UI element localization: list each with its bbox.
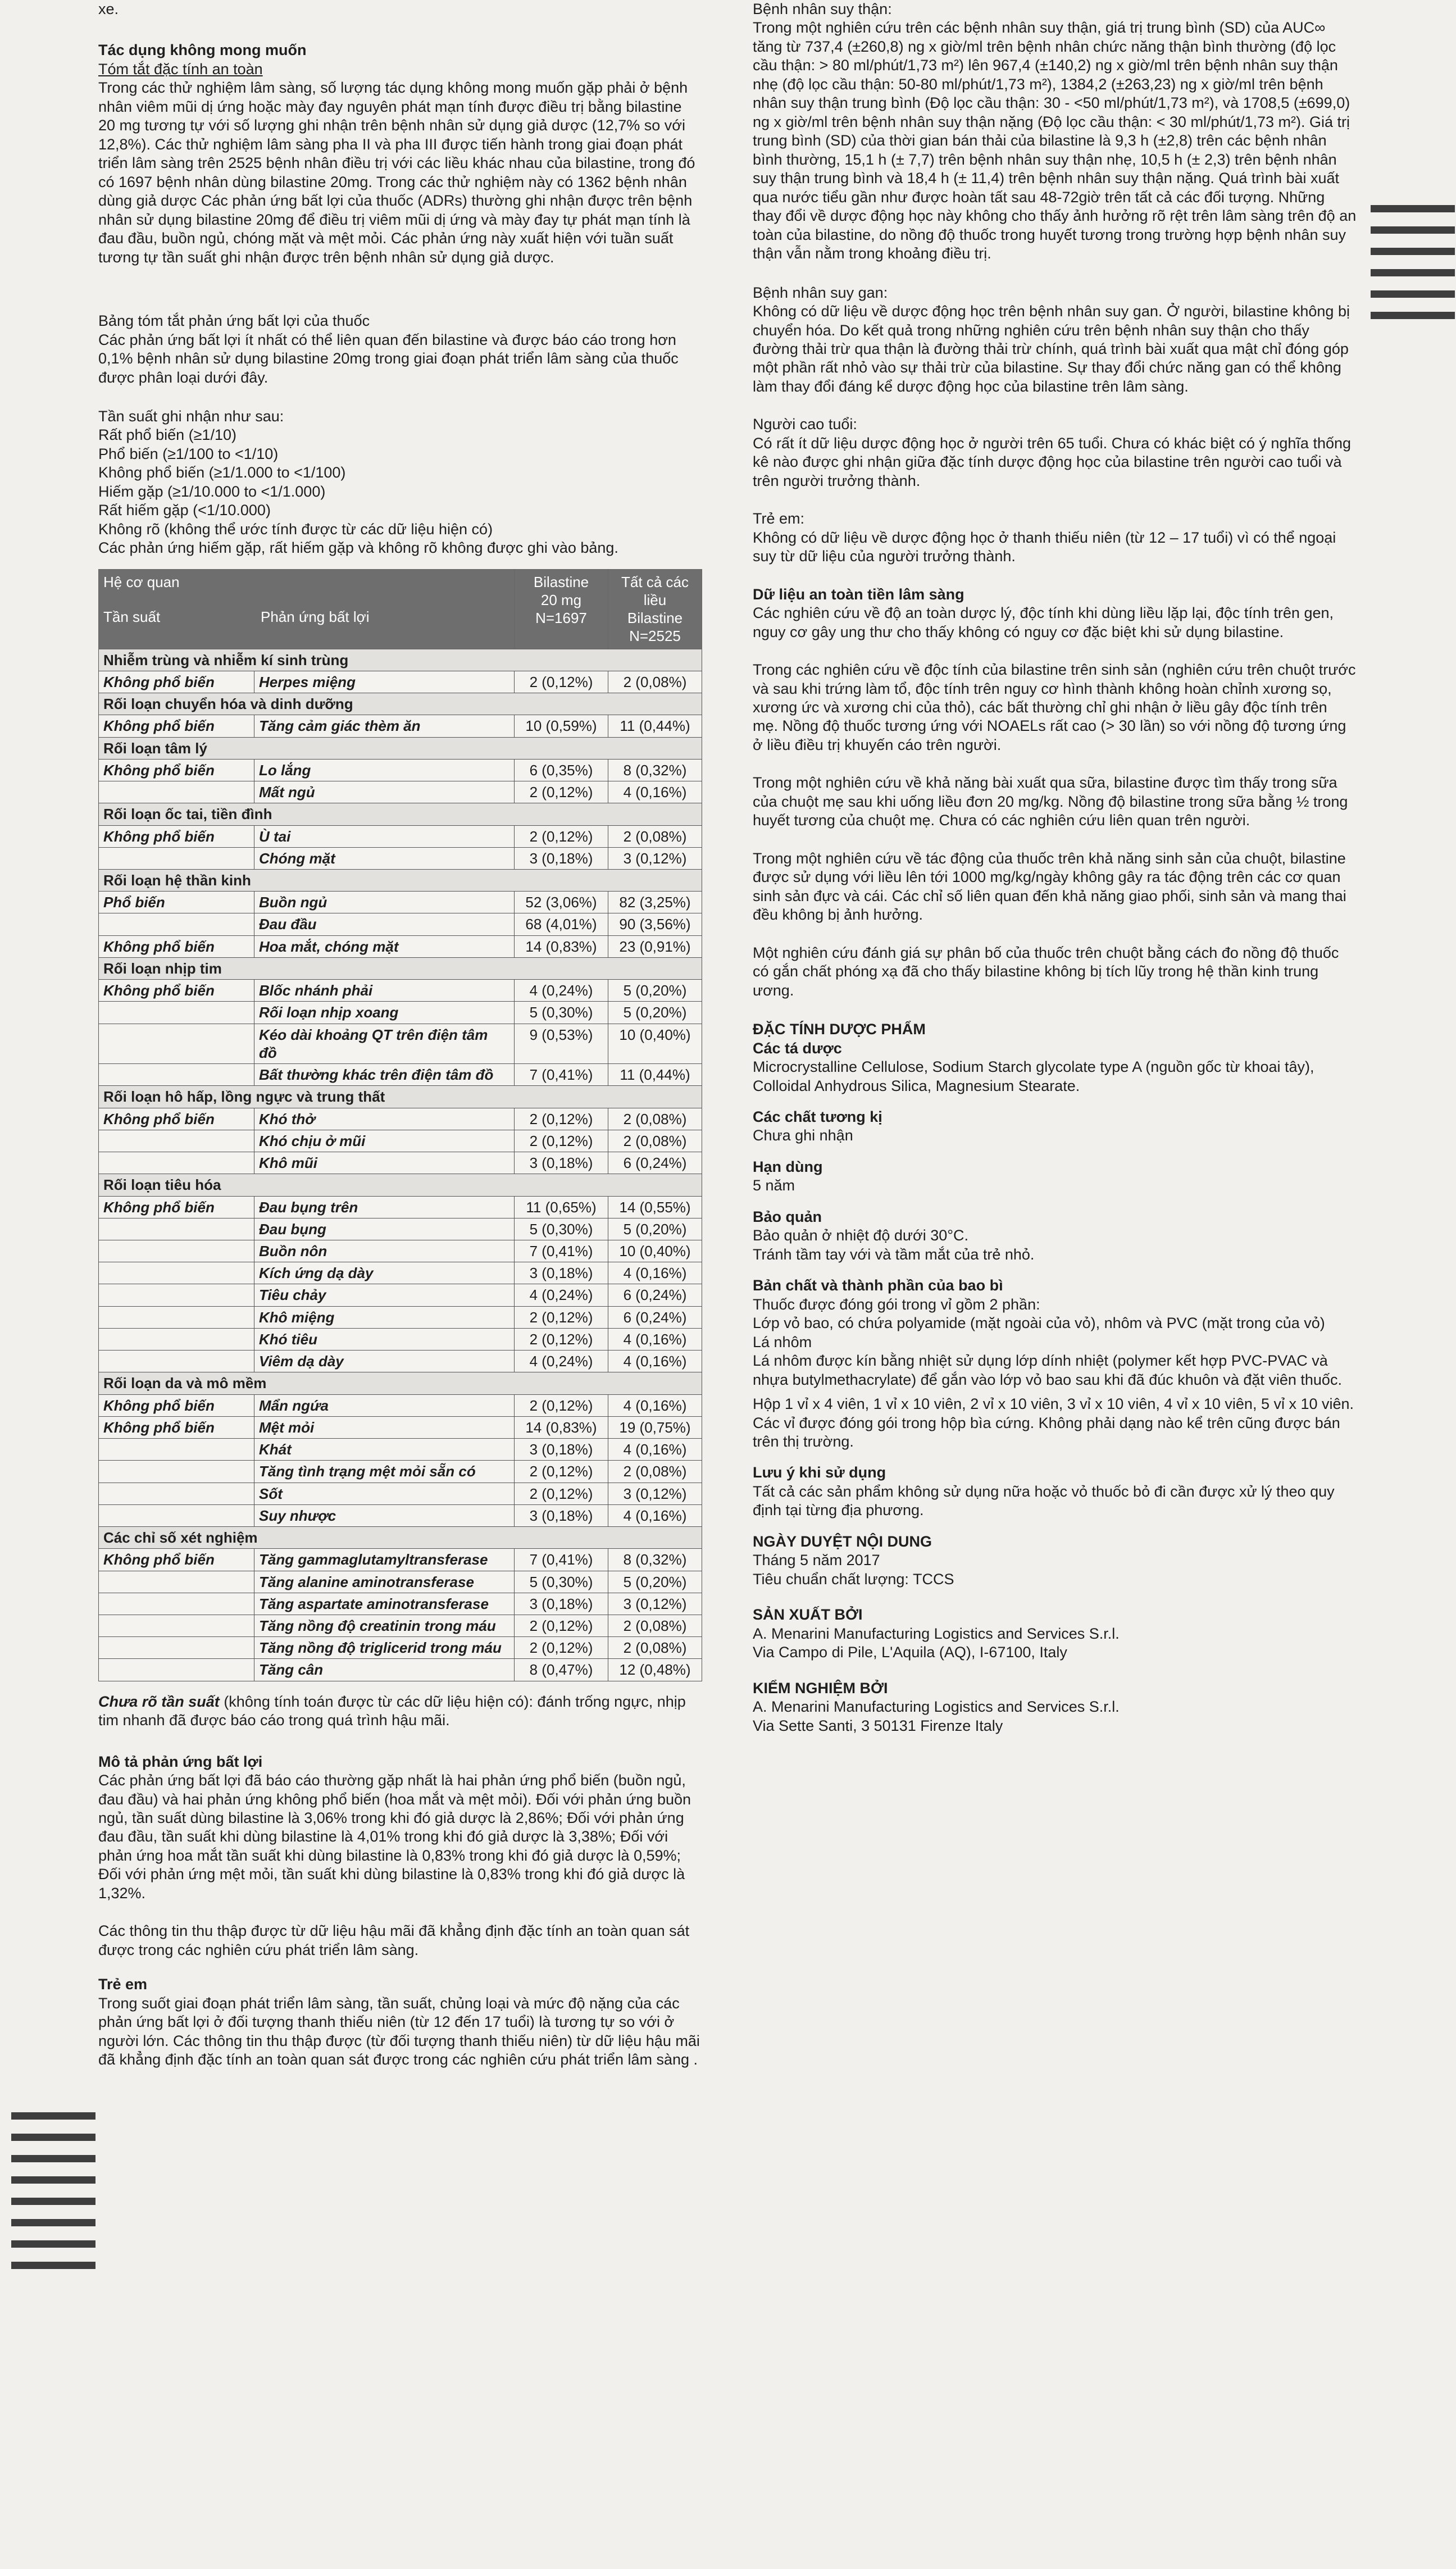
table-header-bilastine-20mg [515,569,608,649]
hepatic-section [753,284,1357,397]
top-fragment: xe. [98,1,119,17]
group-name: Nhiễm trùng và nhiễm kí sinh trùng [99,649,702,671]
reaction-cell: Mất ngủ [254,781,515,803]
all-doses-cell: 5 (0,20%) [608,1571,702,1593]
table-row [99,1064,702,1086]
manufacturer-title: SẢN XUẤT BỞI [753,1606,863,1624]
shelf-life-body: 5 năm [753,1177,795,1194]
frequency-cell [99,1024,254,1063]
frequency-cell [99,1218,254,1240]
reaction-cell: Khó tiêu [254,1328,515,1350]
frequency-item: Hiếm gặp (≥1/10.000 to <1/1.000) [98,483,326,500]
bilastine-20mg-cell: 2 (0,12%) [515,781,608,803]
table-row [99,935,702,957]
tester-title: KIỂM NGHIỆM BỞI [753,1679,888,1697]
table-body [99,649,702,1681]
all-doses-cell: 82 (3,25%) [608,892,702,913]
undesired-effects-title: Tác dụng không mong muốn [98,42,307,59]
table-row [99,1306,702,1328]
renal-title: Bệnh nhân suy thận: [753,1,892,17]
all-doses-cell: 2 (0,08%) [608,1461,702,1483]
header-all-line2: Bilastine [627,610,683,627]
preclinical-p4: Trong một nghiên cứu về tác động của thuốc trên khả năng sinh sản của chuột, bilastine được sử dụng với liều lên tới 1000 mg/kg/ngày không gây ra tác động trên các cơ quan sinh sản đực và cái. Các chỉ số liên quan đến khả năng giao phối, sinh sản và mang thai đều không bị ảnh hưởng. [753,849,1346,924]
reaction-cell: Mẩn ngứa [254,1394,515,1416]
header-system-label: Hệ cơ quan [103,573,180,590]
undesired-effects-body: Trong các thử nghiệm lâm sàng, số lượng tác dụng không mong muốn gặp phải ở bệnh nhân viêm mũi dị ứng hoặc mày đay nguyên phát mạn tính được điều trị bằng bilastine 20 mg tương tự với số lượng ghi nhận trên bệnh nhân sử dụng giả dược (12,7% so với 12,8%). Các thử nghiệm lâm sàng pha II và pha III được tiến hành trong giai đoạn phát triển lâm sàng trên 2525 bệnh nhân điều trị với các liều khác nhau của bilastine, trong đó có 1697 bệnh nhân dùng bilastine 20mg. Trong các thử nghiệm này có 1362 bệnh nhân dùng giả dược Các phản ứng bất lợi của thuốc (ADRs) thường ghi nhận được trên bệnh nhân sử dụng bilastine 20mg để điều trị viêm mũi dị ứng và mày đay tự phát mạn tính là đau đầu, buồn ngủ, chóng mặt và mệt mỏi. Các phản ứng này xuất hiện với tuần suất tương tự tần suất ghi nhận được trên bệnh nhân sử dụng giả dược. [98,79,695,266]
table-row [99,1461,702,1483]
all-doses-cell: 4 (0,16%) [608,1328,702,1350]
reaction-cell: Khát [254,1439,515,1461]
group-name: Rối loạn nhịp tim [99,957,702,979]
reaction-cell: Ù tai [254,825,515,847]
pharma-title: ĐẶC TÍNH DƯỢC PHẨM [753,1021,926,1038]
header-bil-line2: 20 mg [540,591,582,608]
hepatic-title: Bệnh nhân suy gan: [753,284,888,301]
table-row [99,1593,702,1615]
table-row [99,1483,702,1504]
header-all-line3: N=2525 [629,628,681,645]
reaction-cell: Buồn nôn [254,1240,515,1262]
bilastine-20mg-cell: 2 (0,12%) [515,1130,608,1152]
preclinical-p1: Các nghiên cứu về độ an toàn dược lý, độc tính khi dùng liều lặp lại, độc tính trên gen, nguy cơ gây ung thư cho thấy không có nguy cơ đặc biệt khi sử dụng bilastine. [753,604,1334,640]
table-row [99,781,702,803]
frequency-cell: Không phổ biến [99,935,254,957]
bilastine-20mg-cell: 4 (0,24%) [515,1284,608,1306]
packaging-note: Các vỉ được đóng gói trong hộp bìa cứng. Không phải dạng nào kể trên cũng được bán trên thị trường. [753,1414,1340,1450]
bilastine-20mg-cell: 68 (4,01%) [515,913,608,935]
bilastine-20mg-cell: 2 (0,12%) [515,1615,608,1636]
table-row [99,1351,702,1372]
elderly-section [753,415,1357,490]
all-doses-cell: 3 (0,12%) [608,1593,702,1615]
quality-standard: Tiêu chuẩn chất lượng: TCCS [753,1570,954,1588]
group-name: Rối loạn tiêu hóa [99,1174,702,1196]
reaction-cell: Tăng nồng độ triglicerid trong máu [254,1637,515,1659]
table-row [99,1024,702,1063]
summary-table-body: Các phản ứng bất lợi ít nhất có thể liên quan đến bilastine và được báo cáo trong hơn 0,1% bệnh nhân sử dụng bilastine 20mg trong giai đoạn phát triển lâm sàng của thuốc được phân loại dưới đây. [98,331,679,386]
frequency-cell [99,1615,254,1636]
reaction-cell: Rối loạn nhịp xoang [254,1002,515,1024]
reaction-cell: Tiêu chảy [254,1284,515,1306]
storage-line-1: Bảo quản ở nhiệt độ dưới 30°C. [753,1227,969,1244]
all-doses-cell: 4 (0,16%) [608,1439,702,1461]
reaction-cell: Tăng cân [254,1659,515,1681]
all-doses-cell: 19 (0,75%) [608,1416,702,1438]
frequency-cell [99,1262,254,1284]
preclinical-p5: Một nghiên cứu đánh giá sự phân bố của thuốc trên chuột bằng cách đo nồng độ thuốc có gắn chất phóng xạ đã cho thấy bilastine không bị tích lũy trong hệ thần kinh trung ương. [753,944,1339,999]
all-doses-cell: 11 (0,44%) [608,715,702,737]
frequency-cell [99,1351,254,1372]
reaction-cell: Bất thường khác trên điện tâm đồ [254,1064,515,1086]
preclinical-p2: Trong các nghiên cứu về độc tính của bilastine trên sinh sản (nghiên cứu trên chuột trước và sau khi trứng làm tổ, độc tính trên nguy cơ hình thành không hoàn chỉnh xương sọ, xương ức và xương chi của thỏ), các bất thường chỉ ghi nhận ở liều gây độc tính trên mẹ. Nồng độ thuốc tương ứng với NOAELs rất cao (> 30 lần) so với nồng độ tương ứng ở liều điều trị khuyến cáo trên người. [753,661,1356,753]
bilastine-20mg-cell: 5 (0,30%) [515,1002,608,1024]
excipients-body: Microcrystalline Cellulose, Sodium Starch glycolate type A (nguồn gốc từ khoai tây), Colloidal Anhydrous Silica, Magnesium Stearate. [753,1058,1314,1094]
bilastine-20mg-cell: 3 (0,18%) [515,1504,608,1526]
bilastine-20mg-cell: 4 (0,24%) [515,1351,608,1372]
bilastine-20mg-cell: 4 (0,24%) [515,980,608,1002]
group-name: Các chỉ số xét nghiệm [99,1527,702,1549]
bilastine-20mg-cell: 2 (0,12%) [515,1108,608,1130]
reaction-cell: Khó chịu ở mũi [254,1130,515,1152]
table-row [99,1659,702,1681]
unknown-frequency-label: Chưa rõ tần suất [98,1693,220,1710]
frequency-cell [99,1439,254,1461]
reaction-cell: Kéo dài khoảng QT trên điện tâm đồ [254,1024,515,1063]
incompat-body: Chưa ghi nhận [753,1127,853,1144]
description-title: Mô tả phản ứng bất lợi [98,1753,263,1770]
bilastine-20mg-cell: 7 (0,41%) [515,1549,608,1571]
frequency-cell [99,1504,254,1526]
table-row [99,715,702,737]
frequency-cell [99,1152,254,1174]
table-row [99,1549,702,1571]
frequency-cell [99,1593,254,1615]
bilastine-20mg-cell: 5 (0,30%) [515,1571,608,1593]
table-header-all-doses [608,569,702,649]
packaging-sizes: Hộp 1 vỉ x 4 viên, 1 vỉ x 10 viên, 2 vỉ x 10 viên, 3 vỉ x 10 viên, 4 vỉ x 10 viên, 5 vỉ x 10 viên. [753,1395,1354,1413]
hepatic-body: Không có dữ liệu về dược động học trên bệnh nhân suy gan. Ở người, bilastine không bị chuyển hóa. Do kết quả trong những nghiên cứu trên bệnh nhân suy thận cho thấy đường thải trừ qua thận là đường thải trừ chính, quá trình bài xuất qua mật chỉ đóng góp một phần rất nhỏ vào sự thải trừ của bilastine. Sự thay đổi chức năng gan có thể không làm thay đổi đáng kể dược động học của bilastine trên lâm sàng. [753,303,1350,395]
bilastine-20mg-cell: 14 (0,83%) [515,935,608,957]
reaction-cell: Tăng gammaglutamyltransferase [254,1549,515,1571]
all-doses-cell: 10 (0,40%) [608,1240,702,1262]
tester-section [753,1679,1357,1735]
all-doses-cell: 5 (0,20%) [608,1002,702,1024]
reaction-cell: Viêm dạ dày [254,1351,515,1372]
reaction-cell: Đau đầu [254,913,515,935]
children-section [98,1975,702,2069]
all-doses-cell: 3 (0,12%) [608,1483,702,1504]
reaction-cell: Khó thở [254,1108,515,1130]
group-name: Rối loạn ốc tai, tiền đình [99,803,702,825]
packaging-title: Bản chất và thành phần của bao bì [753,1277,1003,1294]
frequency-cell: Không phổ biến [99,1196,254,1218]
table-group-row [99,1527,702,1549]
frequency-cell: Không phổ biến [99,825,254,847]
frequency-cell [99,1240,254,1262]
table-group-row [99,737,702,759]
all-doses-cell: 2 (0,08%) [608,1130,702,1152]
pharma-section [753,1020,1357,1520]
bilastine-20mg-cell: 10 (0,59%) [515,715,608,737]
table-row [99,913,702,935]
frequency-list [98,426,702,557]
reaction-cell: Kích ứng dạ dày [254,1262,515,1284]
kids-title: Trẻ em: [753,510,805,528]
table-row [99,759,702,781]
all-doses-cell: 5 (0,20%) [608,1218,702,1240]
table-header-system [99,569,515,649]
all-doses-cell: 6 (0,24%) [608,1284,702,1306]
adverse-reactions-table [98,569,702,1681]
manufacturer-section [753,1606,1357,1662]
disposal-body: Tất cả các sản phẩm không sử dụng nữa hoặc vỏ thuốc bỏ đi cần được xử lý theo quy định tại từng địa phương. [753,1483,1335,1519]
table-row [99,825,702,847]
bilastine-20mg-cell: 2 (0,12%) [515,1394,608,1416]
table-row [99,1218,702,1240]
table-row [99,1002,702,1024]
all-doses-cell: 90 (3,56%) [608,913,702,935]
all-doses-cell: 14 (0,55%) [608,1196,702,1218]
bilastine-20mg-cell: 3 (0,18%) [515,847,608,869]
packaging-line: Lá nhôm [753,1333,812,1351]
reaction-cell: Tăng nồng độ creatinin trong máu [254,1615,515,1636]
manufacturer-name: A. Menarini Manufacturing Logistics and Services S.r.l. [753,1625,1120,1642]
table-group-row [99,1086,702,1108]
frequency-cell: Không phổ biến [99,1108,254,1130]
all-doses-cell: 23 (0,91%) [608,935,702,957]
table-group-row [99,870,702,892]
table-group-row [99,803,702,825]
preclinical-p3: Trong một nghiên cứu về khả năng bài xuất qua sữa, bilastine được tìm thấy trong sữa của chuột mẹ sau khi uống liều đơn 20 mg/kg. Nồng độ bilastine trong sữa bằng ½ trong huyết tương của chuột mẹ. Chưa có các nghiên cứu liên quan trên người. [753,774,1348,829]
disposal-title: Lưu ý khi sử dụng [753,1464,886,1481]
packaging-line: Lớp vỏ bao, có chứa polyamide (mặt ngoài của vỏ), nhôm và PVC (mặt trong của vỏ) [753,1315,1325,1332]
bilastine-20mg-cell: 2 (0,12%) [515,1306,608,1328]
reaction-cell: Khô miệng [254,1306,515,1328]
reaction-cell: Đau bụng trên [254,1196,515,1218]
approval-title: NGÀY DUYỆT NỘI DUNG [753,1533,932,1550]
frequency-cell: Phổ biến [99,892,254,913]
group-name: Rối loạn tâm lý [99,737,702,759]
elderly-title: Người cao tuổi: [753,416,857,433]
table-row [99,1439,702,1461]
table-row [99,671,702,693]
frequency-cell [99,1571,254,1593]
all-doses-cell: 2 (0,08%) [608,1615,702,1636]
bilastine-20mg-cell: 6 (0,35%) [515,759,608,781]
frequency-item: Các phản ứng hiếm gặp, rất hiếm gặp và không rõ không được ghi vào bảng. [98,539,618,557]
bilastine-20mg-cell: 3 (0,18%) [515,1593,608,1615]
frequency-cell [99,847,254,869]
frequency-cell [99,1483,254,1504]
group-name: Rối loạn chuyển hóa và dinh dưỡng [99,693,702,715]
bilastine-20mg-cell: 2 (0,12%) [515,1328,608,1350]
summary-table-title: Bảng tóm tắt phản ứng bất lợi của thuốc [98,312,370,330]
bilastine-20mg-cell: 2 (0,12%) [515,671,608,693]
frequency-intro: Tần suất ghi nhận như sau: [98,407,284,425]
all-doses-cell: 2 (0,08%) [608,1108,702,1130]
frequency-cell: Không phổ biến [99,671,254,693]
frequency-cell [99,1461,254,1483]
table-row [99,1504,702,1526]
table-group-row [99,649,702,671]
table-group-row [99,1174,702,1196]
table-row [99,1108,702,1130]
bilastine-20mg-cell: 14 (0,83%) [515,1416,608,1438]
children-title: Trẻ em [98,1976,148,1993]
all-doses-cell: 6 (0,24%) [608,1306,702,1328]
table-row [99,1130,702,1152]
packaging-line: Lá nhôm được kín bằng nhiệt sử dụng lớp dính nhiệt (polymer kết hợp PVC-PVAC và nhựa butylmethacrylate) để gắn vào lớp vỏ bao sau khi đã đúc khuôn và đặt viên thuốc. [753,1352,1342,1388]
frequency-cell: Không phổ biến [99,1549,254,1571]
frequency-item: Rất phổ biến (≥1/10) [98,426,236,444]
unknown-frequency-text: (không tính toán được từ các dữ liệu hiện có): đánh trống ngực, nhịp tim nhanh đã được báo cáo trong quá trình hậu mãi. [98,1693,686,1729]
incompat-title: Các chất tương kị [753,1108,882,1125]
table-row [99,892,702,913]
description-section [98,1753,702,1960]
group-name: Rối loạn da và mô mềm [99,1372,702,1394]
table-row [99,1240,702,1262]
kids-body: Không có dữ liệu về dược động học ở thanh thiếu niên (từ 12 – 17 tuổi) vì có thể ngoại suy từ dữ liệu của người trưởng thành. [753,529,1336,565]
left-margin-bars [11,2112,95,2283]
right-margin-bars [1371,205,1455,333]
all-doses-cell: 4 (0,16%) [608,1504,702,1526]
frequency-item: Rất hiếm gặp (<1/10.000) [98,502,271,519]
frequency-cell [99,1659,254,1681]
bilastine-20mg-cell: 11 (0,65%) [515,1196,608,1218]
children-body: Trong suốt giai đoạn phát triển lâm sàng, tần suất, chủng loại và mức độ nặng của các phản ứng bất lợi ở đối tượng thanh thiếu niên (từ 12 đến 17 tuổi) là tương tự so với ở người lớn. Các thông tin thu thập được (từ đối tượng thanh thiếu niên) từ dữ liệu hậu mãi đã khẳng định đặc tính an toàn quan sát được trong các nghiên cứu phát triển lâm sàng . [98,1994,700,2068]
table-row [99,1262,702,1284]
tester-address: Via Sette Santi, 3 50131 Firenze Italy [753,1717,1003,1734]
table-row [99,1637,702,1659]
frequency-cell [99,1637,254,1659]
reaction-cell: Blốc nhánh phải [254,980,515,1002]
header-all-line1: Tất cả các liều [621,573,689,608]
table-row [99,1571,702,1593]
tester-name: A. Menarini Manufacturing Logistics and Services S.r.l. [753,1698,1120,1716]
table-group-row [99,693,702,715]
all-doses-cell: 2 (0,08%) [608,671,702,693]
reaction-cell: Khô mũi [254,1152,515,1174]
reaction-cell: Tăng aspartate aminotransferase [254,1593,515,1615]
reaction-cell: Tăng cảm giác thèm ăn [254,715,515,737]
group-name: Rối loạn hệ thần kinh [99,870,702,892]
storage-line-2: Tránh tầm tay với và tầm mắt của trẻ nhỏ. [753,1245,1035,1263]
all-doses-cell: 4 (0,16%) [608,781,702,803]
table-group-row [99,957,702,979]
table-row [99,1394,702,1416]
header-reaction-label: Phản ứng bất lợi [261,608,370,625]
header-bil-line3: N=1697 [535,610,587,627]
description-body: Các phản ứng bất lợi đã báo cáo thường gặp nhất là hai phản ứng phổ biến (buồn ngủ, đau đầu) và hai phản ứng không phổ biến (hoa mắt và mệt mỏi). Đối với phản ứng buồn ngủ, tần suất dùng bilastine là 3,06% trong khi đó giả dược là 2,86%; Đối với phản ứng đau đầu, tần suất khi dùng bilastine là 4,01% trong khi đó giả dược là 3,38%; Đối với phản ứng hoa mắt tần suất khi dùng bilastine là 0,83% trong khi đó giả dược là 0,59%; Đối với phản ứng mệt mỏi, tần suất khi dùng bilastine là 0,83% trong khi đó giả dược là 1,32%. [98,1772,691,1902]
reaction-cell: Suy nhược [254,1504,515,1526]
frequency-cell: Không phổ biến [99,759,254,781]
elderly-body: Có rất ít dữ liệu dược động học ở người trên 65 tuổi. Chưa có khác biệt có ý nghĩa thống kê nào được ghi nhận giữa đặc tính dược động học của bilastine trên người cao tuổi và trên người trưởng thành. [753,434,1352,489]
frequency-item: Không rõ (không thể ước tính được từ các dữ liệu hiện có) [98,520,493,538]
all-doses-cell: 8 (0,32%) [608,1549,702,1571]
preclinical-title: Dữ liệu an toàn tiền lâm sàng [753,585,964,603]
group-name: Rối loạn hô hấp, lồng ngực và trung thất [99,1086,702,1108]
table-row [99,1328,702,1350]
all-doses-cell: 4 (0,16%) [608,1262,702,1284]
frequency-cell [99,913,254,935]
preclinical-section [753,585,1357,1000]
reaction-cell: Mệt mỏi [254,1416,515,1438]
all-doses-cell: 4 (0,16%) [608,1394,702,1416]
reaction-cell: Tăng tình trạng mệt mỏi sẵn có [254,1461,515,1483]
frequency-cell: Không phổ biến [99,715,254,737]
reaction-cell: Sốt [254,1483,515,1504]
bilastine-20mg-cell: 3 (0,18%) [515,1262,608,1284]
frequency-item: Không phổ biến (≥1/1.000 to <1/100) [98,464,346,481]
right-column [753,0,1357,1750]
bilastine-20mg-cell: 2 (0,12%) [515,1483,608,1504]
summary-table-intro [98,312,702,387]
table-row [99,1284,702,1306]
excipients-title: Các tá dược [753,1039,842,1057]
bilastine-20mg-cell: 2 (0,12%) [515,1461,608,1483]
renal-body: Trong một nghiên cứu trên các bệnh nhân suy thận, giá trị trung bình (SD) của AUC∞ tăng từ 737,4 (±260,8) ng x giờ/ml trên bệnh nhân chức năng thận bình thường (độ lọc cầu thận: > 80 ml/phút/1,73 m²) lên 967,4 (±140,2) ng x giờ/ml trên bệnh nhân suy thận nhẹ (độ lọc cầu thận: 50-80 ml/phút/1,73 m²), 1384,2 (±263,23) ng x giờ/ml trên bệnh nhân suy thận trung bình (Độ lọc cầu thận: 30 - <50 ml/phút/1,73 m²), và 1708,5 (±699,0) ng x giờ/ml trên bệnh nhân suy thận nặng (Độ lọc cầu thận: < 30 ml/phút/1,73 m²). Giá trị trung bình (SD) của thời gian bán thải của bilastine là 9,3 h (±2,8) trên các bệnh nhân bình thường, 15,1 h (± 7,7) trên bệnh nhân suy thận nhẹ, 10,5 h (± 2,3) trên bệnh nhân suy thận trung bình và 18,4 h (± 11,4) trên bệnh nhân suy thận nặng. Quá trình bài xuất qua nước tiểu gần như được hoàn tất sau 48-72giờ trên tất cả các đối tượng. Những thay đổi về dược động học này không cho thấy ảnh hưởng rõ rệt trên lâm sàng trên độ an toàn của bilastine, do nồng độ thuốc trong huyết tương trong trường hợp bệnh nhân suy thận vẫn nằm trong khoảng điều trị. [753,19,1357,262]
approval-section [753,1533,1357,1589]
bilastine-20mg-cell: 7 (0,41%) [515,1240,608,1262]
shelf-life-title: Hạn dùng [753,1158,823,1175]
table-row [99,1196,702,1218]
all-doses-cell: 12 (0,48%) [608,1659,702,1681]
table-row [99,847,702,869]
frequency-cell [99,1328,254,1350]
reaction-cell: Herpes miệng [254,671,515,693]
frequency-item: Phổ biến (≥1/100 to <1/10) [98,445,279,462]
reaction-cell: Lo lắng [254,759,515,781]
bilastine-20mg-cell: 3 (0,18%) [515,1439,608,1461]
frequency-cell [99,1284,254,1306]
reaction-cell: Buồn ngủ [254,892,515,913]
undesired-effects-section [98,41,702,267]
frequency-cell [99,1064,254,1086]
frequency-cell [99,781,254,803]
all-doses-cell: 4 (0,16%) [608,1351,702,1372]
kids-section [753,510,1357,566]
frequency-cell: Không phổ biến [99,980,254,1002]
bilastine-20mg-cell: 2 (0,12%) [515,825,608,847]
all-doses-cell: 3 (0,12%) [608,847,702,869]
bilastine-20mg-cell: 52 (3,06%) [515,892,608,913]
bilastine-20mg-cell: 5 (0,30%) [515,1218,608,1240]
all-doses-cell: 5 (0,20%) [608,980,702,1002]
renal-section [753,0,1357,263]
table-row [99,980,702,1002]
left-column [98,0,702,2084]
header-frequency-label: Tần suất [103,608,161,625]
header-bil-line1: Bilastine [533,573,589,590]
table-group-row [99,1372,702,1394]
reaction-cell: Hoa mắt, chóng mặt [254,935,515,957]
bilastine-20mg-cell: 7 (0,41%) [515,1064,608,1086]
storage-title: Bảo quản [753,1208,822,1225]
frequency-cell: Không phổ biến [99,1394,254,1416]
frequency-cell [99,1306,254,1328]
bilastine-20mg-cell: 9 (0,53%) [515,1024,608,1063]
approval-date: Tháng 5 năm 2017 [753,1552,880,1569]
all-doses-cell: 6 (0,24%) [608,1152,702,1174]
all-doses-cell: 8 (0,32%) [608,759,702,781]
frequency-cell [99,1002,254,1024]
packaging-line: Thuốc được đóng gói trong vỉ gồm 2 phần: [753,1295,1040,1313]
all-doses-cell: 2 (0,08%) [608,825,702,847]
manufacturer-address: Via Campo di Pile, L'Aquila (AQ), I-67100, Italy [753,1644,1067,1661]
safety-summary-subtitle: Tóm tắt đặc tính an toàn [98,60,263,78]
frequency-cell: Không phổ biến [99,1416,254,1438]
all-doses-cell: 11 (0,44%) [608,1064,702,1086]
all-doses-cell: 10 (0,40%) [608,1024,702,1063]
bilastine-20mg-cell: 2 (0,12%) [515,1637,608,1659]
unknown-frequency-note [98,1693,702,1730]
table-row [99,1416,702,1438]
table-row [99,1615,702,1636]
reaction-cell: Đau bụng [254,1218,515,1240]
bilastine-20mg-cell: 3 (0,18%) [515,1152,608,1174]
all-doses-cell: 2 (0,08%) [608,1637,702,1659]
frequency-cell [99,1130,254,1152]
reaction-cell: Chóng mặt [254,847,515,869]
bilastine-20mg-cell: 8 (0,47%) [515,1659,608,1681]
reaction-cell: Tăng alanine aminotransferase [254,1571,515,1593]
table-row [99,1152,702,1174]
description-body-2: Các thông tin thu thập được từ dữ liệu hậu mãi đã khẳng định đặc tính an toàn quan sát được trong các nghiên cứu phát triển lâm sàng. [98,1922,690,1958]
